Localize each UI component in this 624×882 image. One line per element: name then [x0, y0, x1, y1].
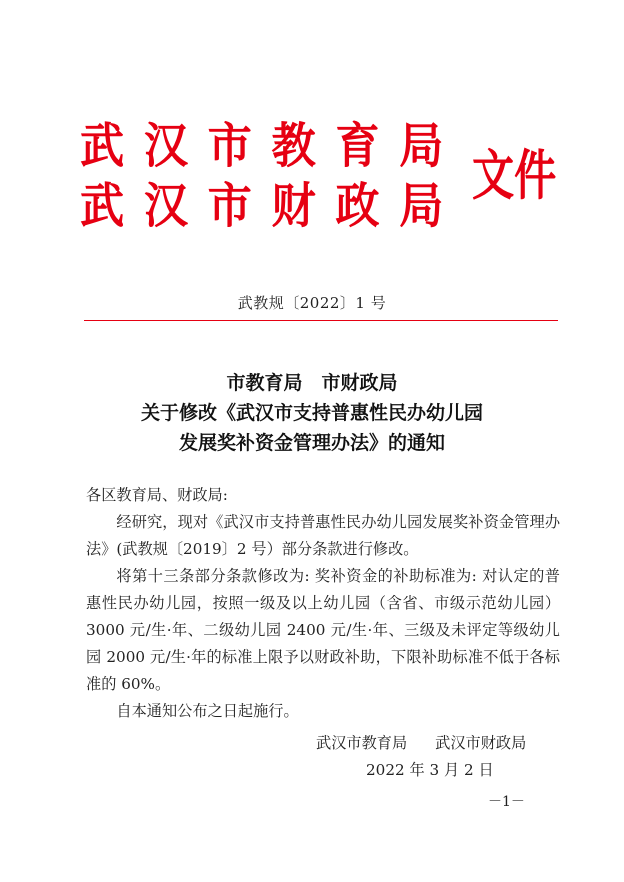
masthead-char: 局: [399, 118, 444, 174]
body-paragraph: 经研究，现对《武汉市支持普惠性民办幼儿园发展奖补资金管理办法》(武教规〔2019〕2 号）部分条款进行修改。: [86, 513, 560, 558]
red-masthead: [80, 110, 560, 238]
document-body: [86, 482, 560, 725]
page-number: －1－: [488, 794, 525, 810]
document-title: [0, 368, 624, 458]
document-number: 武教规〔2022〕1 号: [237, 294, 387, 312]
body-paragraph: 将第十三条部分条款修改为: 奖补资金的补助标准为: 对认定的普惠性民办幼儿园，按照一级及以上幼儿园（含省、市级示范幼儿园）3000 元/生·年、二级幼儿园 2400 元/生·年、三级及未评定等级幼儿园 2000 元/生·年的标准上限予以财政补助，下限补助标准不低于各标准的 60%。: [86, 567, 560, 693]
salutation: 各区教育局、财政局:: [86, 486, 228, 504]
masthead-char: 育: [335, 118, 380, 174]
masthead-char: 市: [207, 118, 252, 174]
title-line-issuers: 市教育局 市财政局: [226, 372, 398, 394]
body-paragraph: 自本通知公布之日起施行。: [116, 702, 299, 720]
masthead-char: 教: [271, 118, 316, 174]
masthead-char: 汉: [143, 178, 189, 234]
masthead-line-education-bureau: [80, 116, 443, 176]
masthead-char: 武: [80, 118, 125, 174]
masthead-suffix-document: 文件: [472, 143, 557, 207]
signature-issuer-education: 武汉市教育局: [316, 734, 408, 752]
masthead-char: 武: [80, 178, 125, 234]
signature-issuer-finance: 武汉市财政局: [435, 734, 527, 752]
masthead-char: 局: [399, 178, 444, 234]
title-line-subject-1: 关于修改《武汉市支持普惠性民办幼儿园: [140, 402, 483, 424]
title-line-subject-2: 发展奖补资金管理办法》的通知: [178, 432, 445, 454]
masthead-line-finance-bureau: [80, 176, 443, 236]
signature-date: 2022 年 3 月 2 日: [366, 761, 494, 779]
masthead-char: 政: [335, 178, 380, 234]
red-divider-line: [84, 320, 558, 321]
masthead-char: 财: [271, 178, 316, 234]
signature-issuers: [316, 730, 566, 757]
masthead-char: 汉: [143, 118, 189, 174]
masthead-char: 市: [207, 178, 252, 234]
